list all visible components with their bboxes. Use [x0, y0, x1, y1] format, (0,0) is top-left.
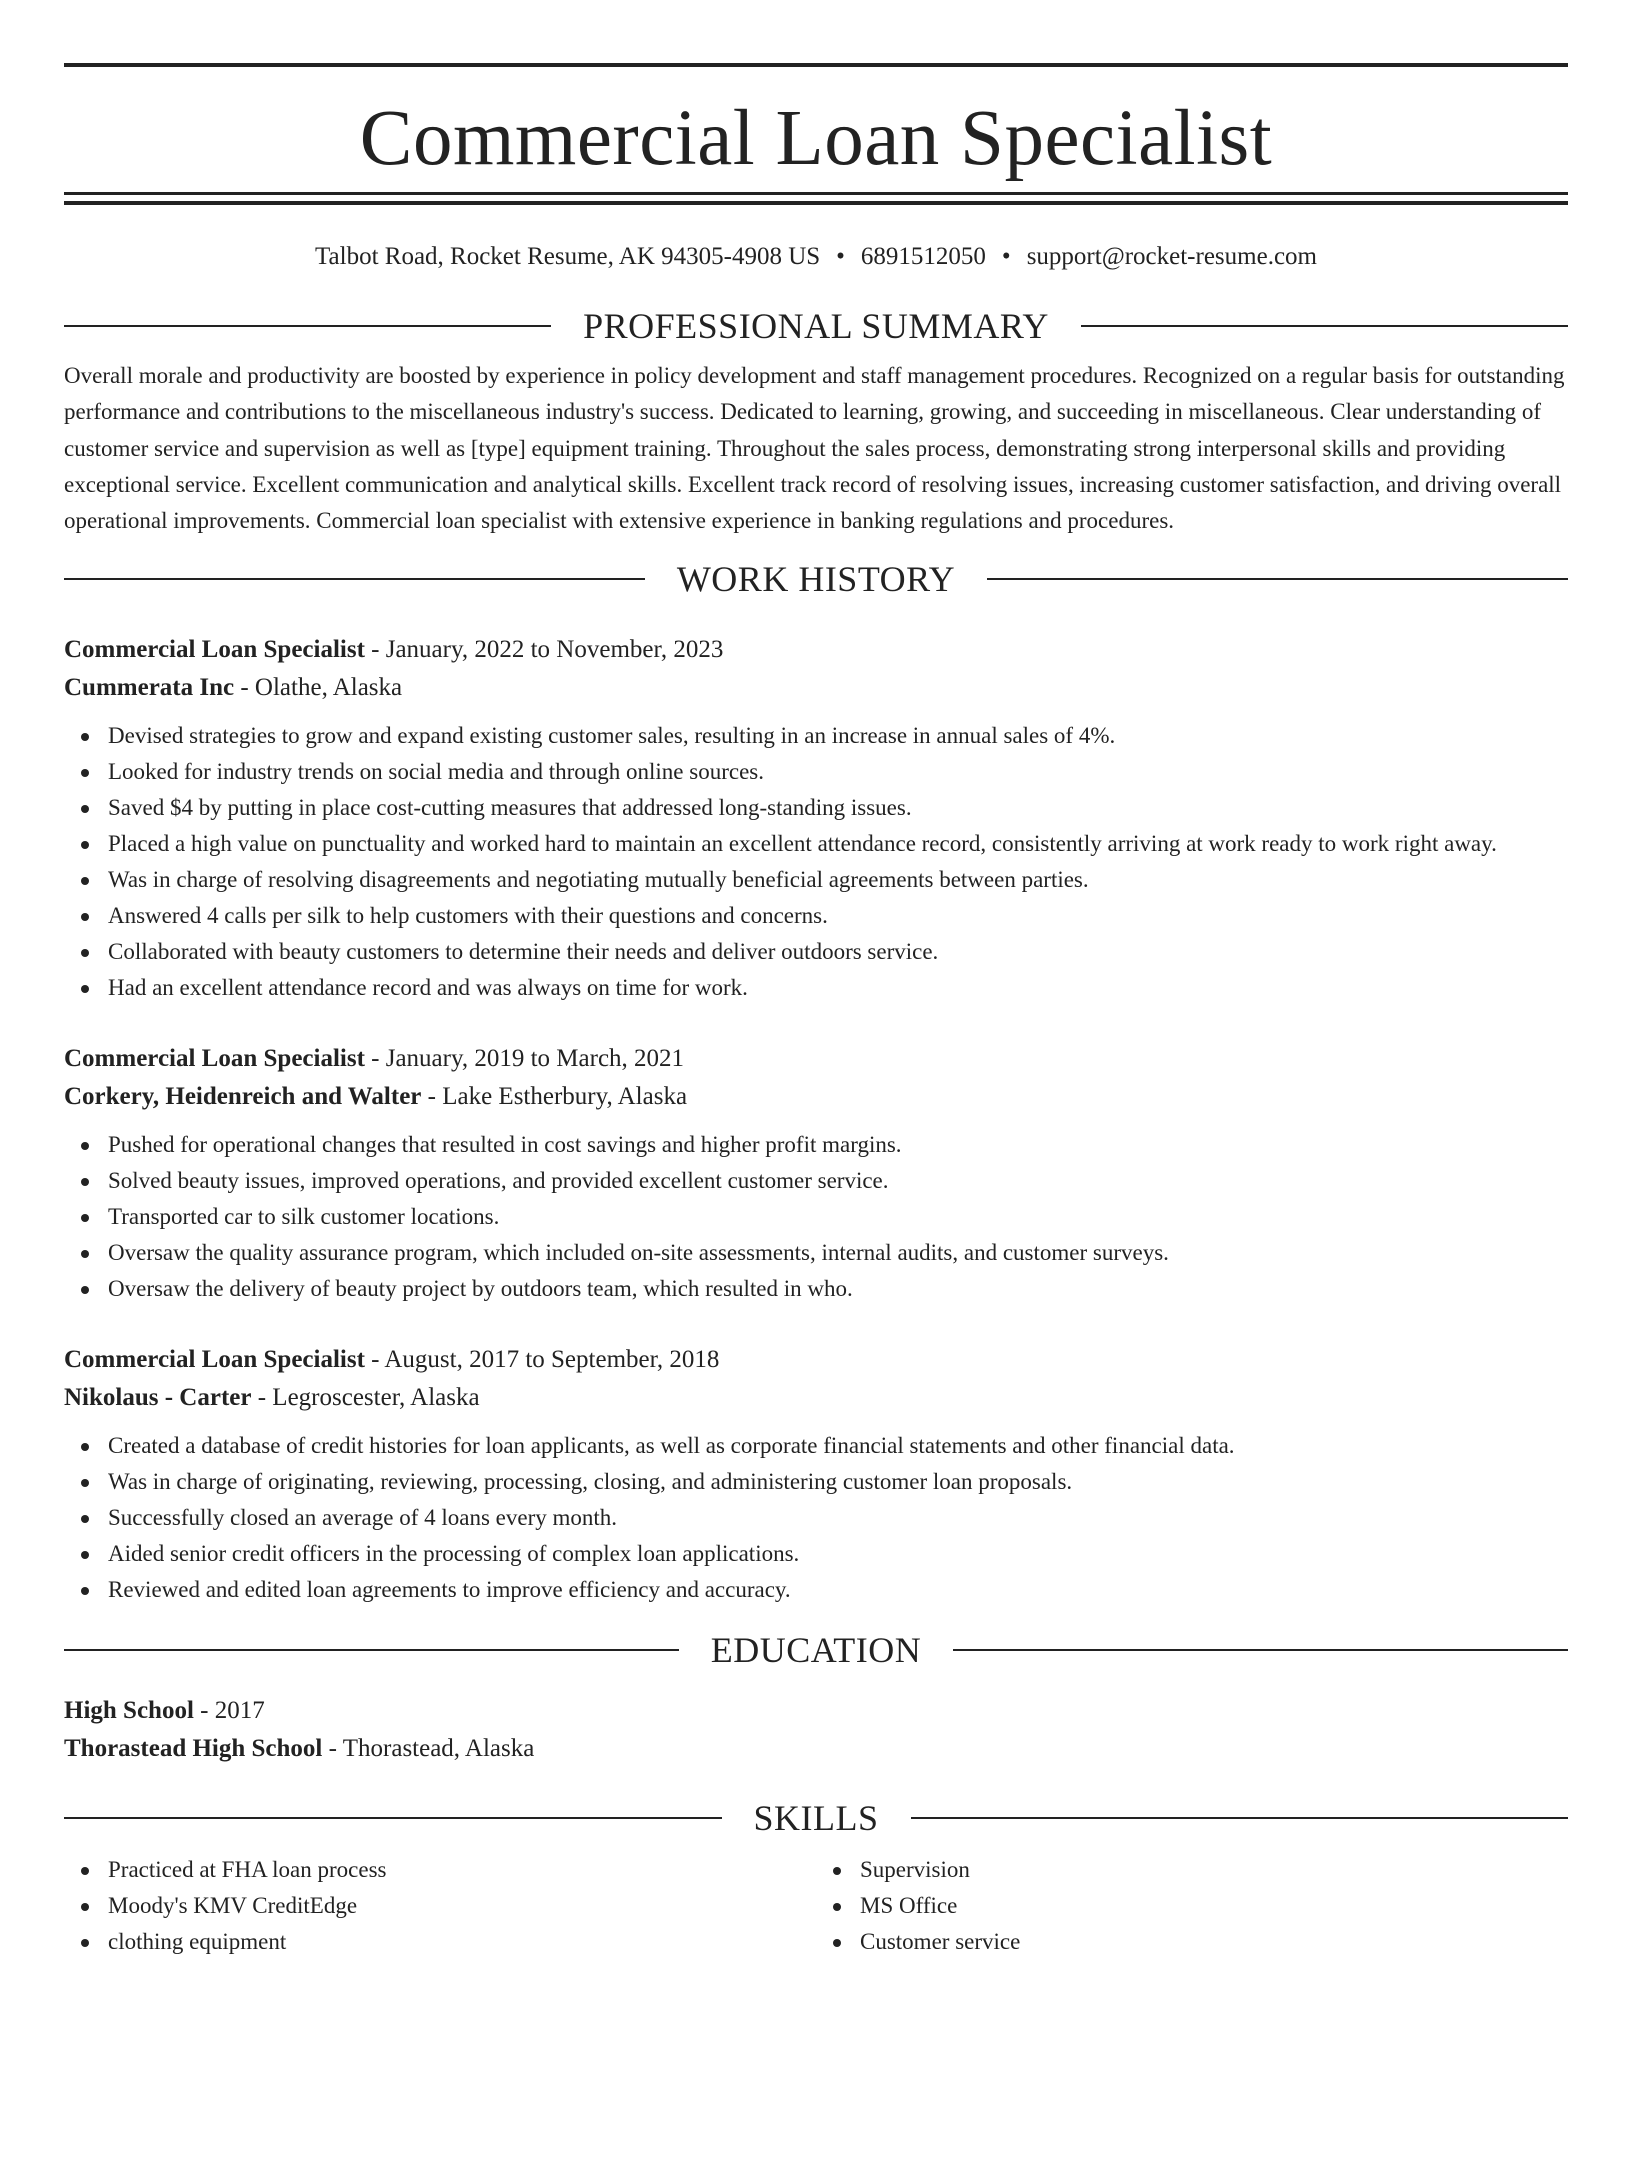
job-company: Corkery, Heidenreich and Walter: [64, 1083, 422, 1111]
job-bullet-item: Oversaw the delivery of beauty project by outdoors team, which resulted in who.: [64, 1271, 1568, 1307]
summary-text: Overall morale and productivity are boosted by experience in policy development and staff management procedures. Recognized on a regular basis for outstanding performance and contributions to the miscellaneous industry's success. Dedicated to learning, growing, and succeeding in miscellaneous. Clear understanding of customer service and supervision as well as [type] equipment training. Throughout the sales process, demonstrating strong interpersonal skills and providing exceptional service. Excellent communication and analytical skills. Excellent track record of resolving issues, increasing customer satisfaction, and driving overall operational improvements. Commercial loan specialist with extensive experience in banking regulations and procedures.: [64, 363, 1565, 534]
skill-item: Supervision: [816, 1852, 1568, 1888]
skills-list-right: [816, 1852, 1568, 1960]
job-bullet-item: Answered 4 calls per silk to help customers with their questions and concerns.: [64, 898, 1568, 934]
skill-item: clothing equipment: [64, 1924, 816, 1960]
education-degree: High School: [64, 1697, 194, 1725]
skill-item: Moody's KMV CreditEdge: [64, 1888, 816, 1924]
skill-item: Customer service: [816, 1924, 1568, 1960]
job-bullet-item: Successfully closed an average of 4 loans every month.: [64, 1500, 1568, 1536]
job-bullet-list: [64, 1428, 1568, 1608]
education-year: - 2017: [193, 1697, 265, 1725]
divider-line: [987, 578, 1568, 580]
skills-section-heading: [64, 1796, 1568, 1840]
job-bullet-item: Aided senior credit officers in the processing of complex loan applications.: [64, 1536, 1568, 1572]
job-company-line: [64, 1078, 1568, 1116]
skills-grid: [64, 1840, 1568, 1960]
job-dates: - January, 2022 to November, 2023: [364, 636, 724, 664]
education-school: Thorastead High School: [64, 1735, 323, 1763]
job-list: [64, 631, 1568, 1608]
contact-separator: •: [1001, 243, 1011, 270]
header-double-rule: [64, 192, 1568, 205]
job-dates: - August, 2017 to September, 2018: [364, 1346, 720, 1374]
job-bullet-item: Had an excellent attendance record and was always on time for work.: [64, 970, 1568, 1006]
job-entry: [64, 1040, 1568, 1307]
job-location: - Olathe, Alaska: [234, 674, 403, 702]
work-section-heading: [64, 557, 1568, 601]
work-section-title: WORK HISTORY: [676, 559, 956, 600]
contact-line: [64, 237, 1568, 277]
job-bullet-item: Devised strategies to grow and expand existing customer sales, resulting in an increase in annual sales of 4%.: [64, 718, 1568, 754]
skill-item: Practiced at FHA loan process: [64, 1852, 816, 1888]
job-company: Nikolaus - Carter: [64, 1384, 252, 1412]
job-bullet-item: Solved beauty issues, improved operations, and provided excellent customer service.: [64, 1163, 1568, 1199]
job-bullet-list: [64, 718, 1568, 1006]
job-dates: - January, 2019 to March, 2021: [364, 1045, 685, 1073]
divider-line: [64, 578, 645, 580]
job-role: Commercial Loan Specialist: [64, 1045, 365, 1073]
job-title-line: [64, 1341, 1568, 1379]
job-bullet-item: Created a database of credit histories for loan applicants, as well as corporate financial statements and other financial data.: [64, 1428, 1568, 1464]
job-bullet-item: Reviewed and edited loan agreements to improve efficiency and accuracy.: [64, 1572, 1568, 1608]
job-entry: [64, 631, 1568, 1006]
resume-name-heading: Commercial Loan Specialist: [359, 95, 1273, 182]
divider-line: [1081, 325, 1568, 327]
contact-email: support@rocket-resume.com: [1026, 243, 1317, 270]
job-bullet-item: Pushed for operational changes that resulted in cost savings and higher profit margins.: [64, 1127, 1568, 1163]
job-bullet-item: Was in charge of resolving disagreements and negotiating mutually beneficial agreements between parties.: [64, 862, 1568, 898]
skills-section-title: SKILLS: [753, 1798, 879, 1839]
job-company: Cummerata Inc: [64, 674, 235, 702]
job-bullet-item: Transported car to silk customer locations.: [64, 1199, 1568, 1235]
job-bullet-item: Looked for industry trends on social media and through online sources.: [64, 754, 1568, 790]
skills-list-left: [64, 1852, 816, 1960]
job-bullet-item: Saved $4 by putting in place cost-cutting measures that addressed long-standing issues.: [64, 790, 1568, 826]
header-top-rule: [64, 63, 1568, 67]
skill-item: MS Office: [816, 1888, 1568, 1924]
job-title-line: [64, 631, 1568, 669]
education-school-line: [64, 1730, 1568, 1768]
job-company-line: [64, 669, 1568, 707]
job-entry: [64, 1341, 1568, 1608]
education-location: - Thorastead, Alaska: [322, 1735, 535, 1763]
job-company-line: [64, 1379, 1568, 1417]
job-bullet-item: Collaborated with beauty customers to determine their needs and deliver outdoors service.: [64, 934, 1568, 970]
job-location: - Lake Estherbury, Alaska: [421, 1083, 688, 1111]
job-bullet-list: [64, 1127, 1568, 1307]
job-role: Commercial Loan Specialist: [64, 636, 365, 664]
summary-section-heading: [64, 304, 1568, 348]
contact-separator: •: [836, 243, 845, 270]
contact-address: Talbot Road, Rocket Resume, AK 94305-4908 US: [315, 243, 821, 270]
divider-line: [64, 1817, 722, 1819]
resume-page: [0, 63, 1632, 2175]
job-title-line: [64, 1040, 1568, 1078]
divider-line: [911, 1817, 1569, 1819]
education-section-title: EDUCATION: [710, 1630, 922, 1671]
job-bullet-item: Oversaw the quality assurance program, which included on-site assessments, internal audits, and customer surveys.: [64, 1235, 1568, 1271]
job-bullet-item: Placed a high value on punctuality and worked hard to maintain an excellent attendance record, consistently arriving at work ready to work right away.: [64, 826, 1568, 862]
education-section-heading: [64, 1628, 1568, 1672]
divider-line: [64, 325, 551, 327]
divider-line: [64, 1649, 679, 1651]
summary-section-title: PROFESSIONAL SUMMARY: [583, 306, 1049, 346]
education-degree-line: [64, 1692, 1568, 1730]
contact-phone: 6891512050: [860, 243, 986, 270]
job-location: - Legroscester, Alaska: [251, 1384, 480, 1412]
job-role: Commercial Loan Specialist: [64, 1346, 365, 1374]
education-entry: [64, 1692, 1568, 1768]
job-bullet-item: Was in charge of originating, reviewing, processing, closing, and administering customer loan proposals.: [64, 1464, 1568, 1500]
divider-line: [953, 1649, 1568, 1651]
